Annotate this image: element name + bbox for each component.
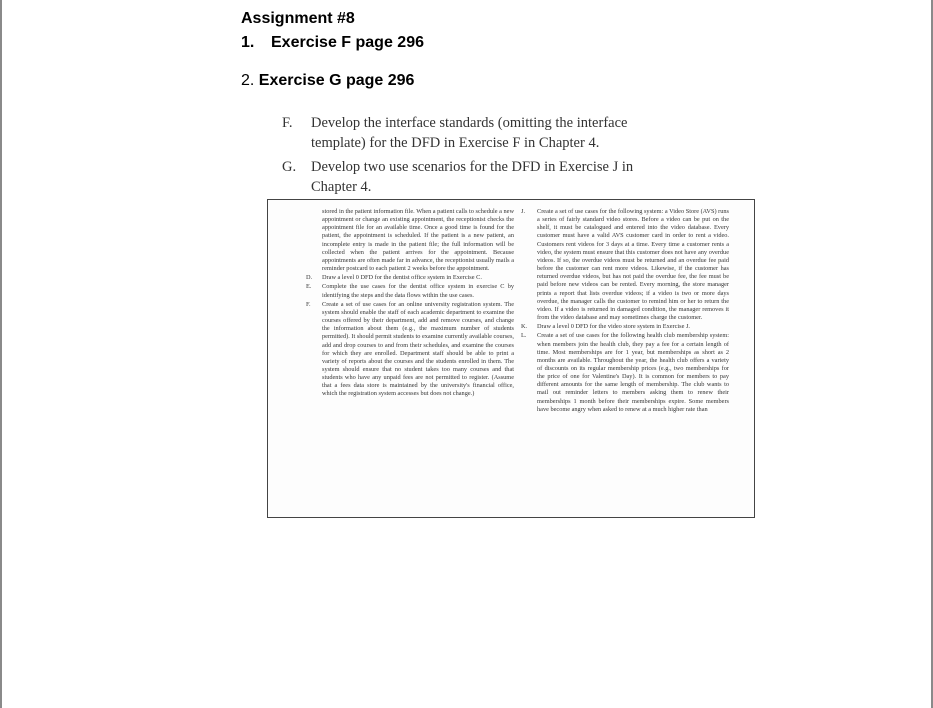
scan-d-text: Draw a level 0 DFD for the dentist office system in Exercise C.	[322, 274, 482, 282]
scan-right-column	[521, 208, 729, 415]
item-1-number: 1.	[241, 34, 255, 51]
scan-l-label: L.	[521, 332, 527, 340]
scan-f-text: Create a set of use cases for an online university registration system. The system should enable the staff of each academic department to examine the courses offered by their department, add and remove courses, and change the information about them (e.g., the maximum number of students permitted). It should permit students to examine currently available courses, add and drop courses to and from their schedules, and examine the courses for which they are enrolled. Department staff should be able to print a variety of reports about the courses and the students enrolled in them. The system should ensure that no student takes too many courses and that students who have any unpaid fees are not permitted to register. (Assume that a fees data store is maintained by the university's financial office, which the registration system accesses but does not change.)	[322, 300, 514, 398]
scan-l-text: Create a set of use cases for the following health club membership system: when members join the health club, they pay a fee for a certain length of time. Most memberships are for 1 year, but memberships as short as 2 months are available. Throughout the year, the health club offers a variety of discounts on its regular membership prices (e.g., two memberships for the price of one for Valentine's Day). It is common for members to pay different amounts for the same length of membership. The club wants to mail out reminder letters to members asking them to renew their memberships 1 month before their memberships expire. Some members have become angry when asked to renew at a much higher rate than	[537, 332, 729, 413]
scan-exercise-l	[521, 332, 729, 414]
item-2-number: 2.	[241, 72, 255, 89]
assignment-item-1	[241, 34, 424, 52]
scan-left-column	[306, 208, 514, 400]
exercise-g-text: Develop two use scenarios for the DFD in Exercise J in Chapter 4.	[311, 159, 634, 195]
assignment-item-2	[241, 72, 414, 90]
scan-f-label: F.	[306, 300, 311, 308]
scan-exercise-f	[306, 300, 514, 399]
scan-e-label: E.	[306, 283, 312, 291]
scan-e-text: Complete the use cases for the dentist office system in exercise C by identifying the steps and the data flows within the use cases.	[322, 283, 514, 299]
exercise-f-text: Develop the interface standards (omitting the interface template) for the DFD in Exercise F in Chapter 4.	[311, 115, 628, 151]
exercise-g-excerpt	[282, 157, 672, 199]
scan-j-text: Create a set of use cases for the following system: a Video Store (AVS) runs a series of fairly standard video stores. Before a video can be put on the shelf, it must be catalogued and entered into the video database. Every customer must have a valid AVS customer card in order to rent a video. Customers rent videos for 3 days at a time. Every time a customer rents a video, the system must ensure that this customer does not have any overdue videos. If so, the overdue videos must be returned and an overdue fee paid before the customer can rent more videos. Likewise, if the customer has returned overdue videos, but has not paid the overdue fee, the fee must be paid before new videos can be rented. Every morning, the store manager prints a report that lists overdue videos; if a video is two or more days overdue, the manager calls the customer to remind him or her to return the video. If a video is returned in damaged condition, the manager removes it from the video database and may sometimes charge the customer.	[537, 208, 729, 322]
scan-exercise-k	[521, 323, 729, 331]
scan-exercise-j	[521, 208, 729, 322]
scan-exercise-d	[306, 274, 514, 282]
scan-d-label: D.	[306, 274, 313, 282]
scanned-textbook-page	[267, 199, 755, 518]
assignment-title: Assignment #8	[241, 10, 355, 27]
exercise-g-label: G.	[282, 159, 297, 175]
scan-exercise-e	[306, 283, 514, 299]
scan-k-text: Draw a level 0 DFD for the video store system in Exercise J.	[537, 323, 691, 331]
scan-intro-paragraph: stored in the patient information file. When a patient calls to schedule a new appointment or change an existing appointment, the receptionist checks the appointment file for an available time. Once a good time is found for the patient, the appointment is scheduled. If the patient is a new patient, an incomplete entry is made in the patient file; the full information will be collected when the patient arrives for the appointment. Because appointments are often made far in advance, the receptionist usually mails a reminder postcard to each patient 2 weeks before the appointment.	[322, 208, 514, 273]
scan-j-label: J.	[521, 208, 526, 215]
scan-k-label: K.	[521, 323, 528, 331]
exercise-f-excerpt	[282, 113, 672, 155]
item-1-text: Exercise F page 296	[271, 34, 424, 51]
item-2-text: Exercise G page 296	[258, 72, 415, 89]
exercise-f-label: F.	[282, 115, 293, 131]
